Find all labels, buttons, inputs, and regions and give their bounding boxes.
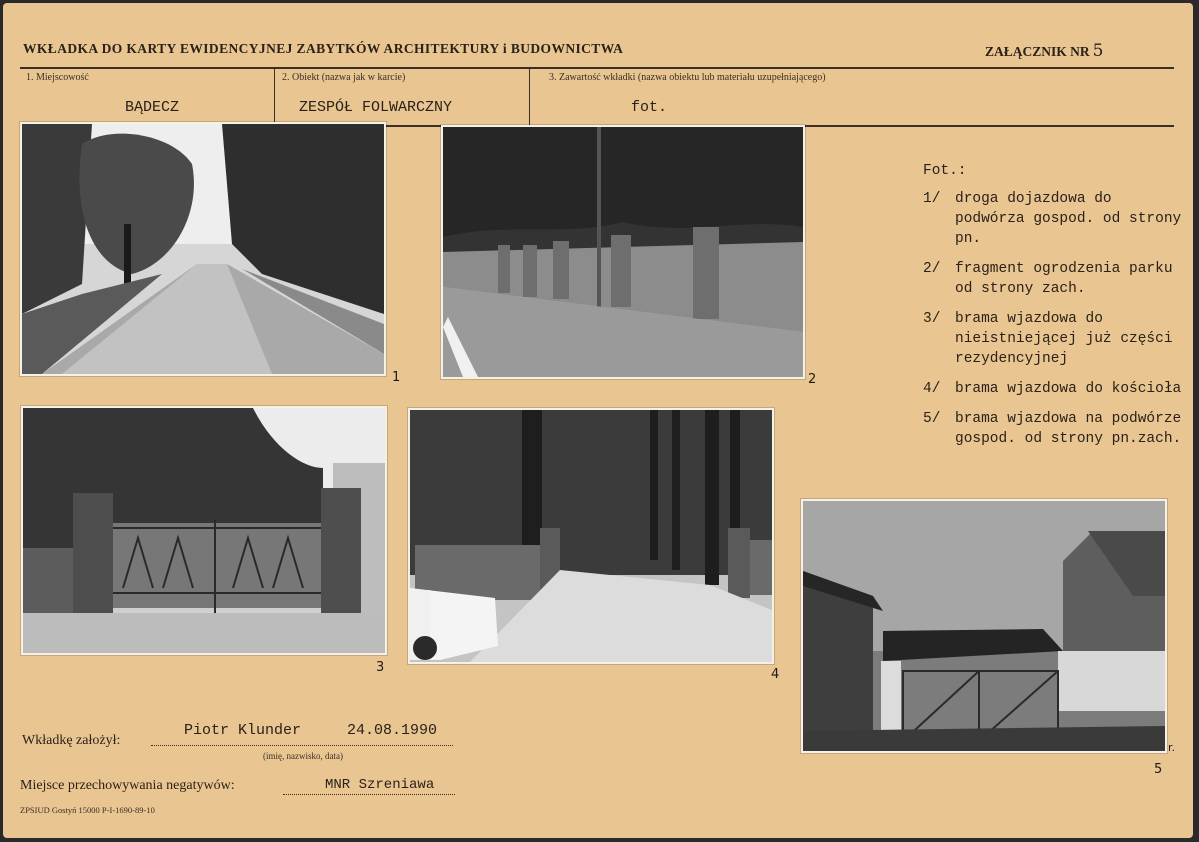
- note-text: droga dojazdowa do podwórza gospod. od strony pn.: [955, 191, 1182, 247]
- place-value: BĄDECZ: [125, 99, 180, 116]
- object-value: ZESPÓŁ FOLWARCZNY: [299, 99, 453, 116]
- photo-2-number: 2: [808, 372, 817, 387]
- notes-heading: Fot.:: [923, 163, 967, 179]
- photo-1-number: 1: [392, 370, 401, 385]
- note-item: [923, 189, 1183, 249]
- negatives-value: MNR Szreniawa: [325, 777, 435, 793]
- founder-hint: (imię, nazwisko, data): [263, 751, 343, 761]
- attachment-number-value: 5: [1092, 41, 1104, 61]
- founder-label: Wkładkę założył:: [22, 733, 121, 748]
- note-text: brama wjazdowa do nieistniejącej już części rezydencyjnej: [955, 311, 1173, 367]
- photo-5: [801, 499, 1167, 753]
- note-item: [923, 409, 1183, 449]
- note-text: brama wjazdowa na podwórze gospod. od strony pn.zach.: [955, 411, 1182, 447]
- note-item: [923, 379, 1183, 399]
- note-item: [923, 309, 1183, 369]
- photo-5-number: 5: [1154, 762, 1163, 777]
- founder-name: Piotr Klunder: [184, 722, 302, 739]
- record-card: [3, 3, 1193, 838]
- negatives-line: [283, 778, 455, 795]
- note-number: 5/: [923, 411, 941, 427]
- attachment-number: [985, 41, 1103, 61]
- header-rule: [20, 67, 1174, 69]
- photo-4: [408, 408, 774, 664]
- founder-date: 24.08.1990: [347, 722, 438, 739]
- note-number: 2/: [923, 261, 941, 277]
- note-item: [923, 259, 1183, 299]
- photo-4-number: 4: [771, 667, 780, 682]
- note-text: brama wjazdowa do kościoła: [955, 381, 1182, 397]
- photo-3-number: 3: [376, 660, 385, 675]
- note-number: 3/: [923, 311, 941, 327]
- note-number: 1/: [923, 191, 941, 207]
- object-label: 2. Obiekt (nazwa jak w karcie): [282, 72, 406, 83]
- negatives-label: Miejsce przechowywania negatywów:: [20, 778, 235, 793]
- photo-descriptions: [923, 161, 1183, 459]
- attachment-label: ZAŁĄCZNIK NR: [985, 44, 1090, 59]
- place-label: 1. Miejscowość: [26, 72, 89, 83]
- field-divider: [274, 67, 275, 125]
- card-title: WKŁADKA DO KARTY EWIDENCYJNEJ ZABYTKÓW ARCHITEKTURY i BUDOWNICTWA: [23, 41, 624, 56]
- content-value: fot.: [631, 99, 668, 116]
- content-label: 3. Zawartość wkładki (nazwa obiektu lub materiału uzupełniającego): [549, 72, 826, 83]
- note-text: fragment ogrodzenia parku od strony zach.: [955, 261, 1173, 297]
- photo-2: [441, 125, 805, 379]
- photo-3: [21, 406, 387, 655]
- photo-1: [20, 122, 386, 376]
- printer-imprint: ZPSIUD Gostyń 15000 P-I-1690-89-10: [20, 805, 155, 815]
- stray-mark: r.: [1168, 741, 1176, 754]
- field-divider: [529, 67, 530, 125]
- note-number: 4/: [923, 381, 941, 397]
- founder-line: [151, 722, 453, 746]
